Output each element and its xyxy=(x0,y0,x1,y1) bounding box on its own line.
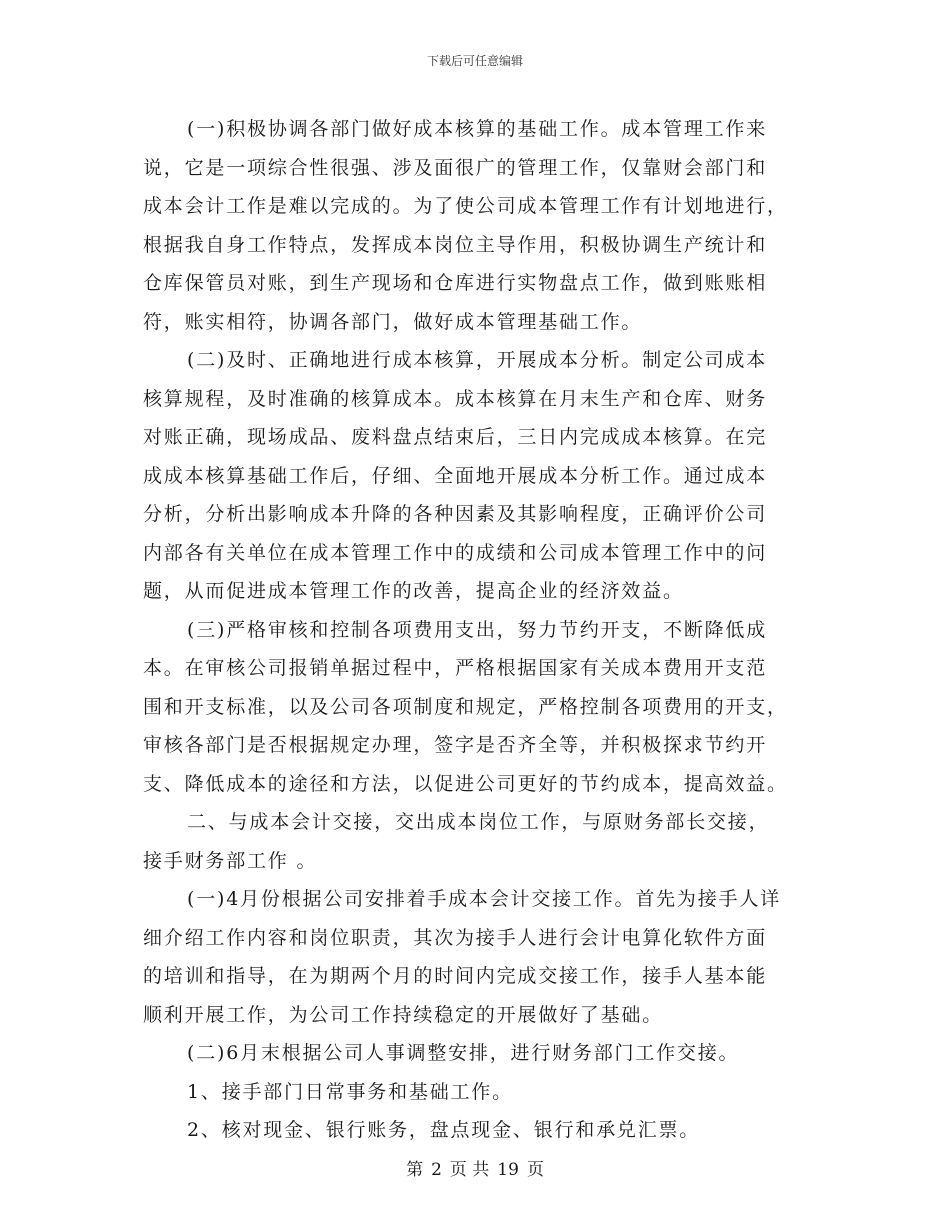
paragraph xyxy=(143,880,813,1034)
text-line: 支、降低成本的途径和方法，以促进公司更好的节约成本，提高效益。 xyxy=(143,772,788,795)
text-line: 对账正确，现场成品、废料盘点结束后，三日内完成成本核算。在完 xyxy=(143,426,768,448)
text-line: 2、核对现金、银行账务，盘点现金、银行和承兑汇票。 xyxy=(187,1119,701,1141)
text-line: 说，它是一项综合性很强、涉及面很广的管理工作，仅靠财会部门和 xyxy=(143,156,768,179)
text-line: (一)4月份根据公司安排着手成本会计交接工作。首先为接手人详 xyxy=(187,888,781,910)
paragraph xyxy=(143,1034,813,1073)
paragraph xyxy=(143,611,813,804)
page-header: 下载后可任意编辑 xyxy=(426,54,523,68)
text-line: 内部各有关单位在成本管理工作中的成绩和公司成本管理工作中的问 xyxy=(143,541,768,564)
document-body xyxy=(143,110,813,1150)
text-line: 题，从而促进成本管理工作的改善，提高企业的经济效益。 xyxy=(143,580,684,602)
list-item xyxy=(143,1111,813,1150)
text-line: 核算规程，及时准确的核算成本。成本核算在月末生产和仓库、财务 xyxy=(143,387,768,410)
list-item xyxy=(143,1073,813,1112)
text-line: 1、接手部门日常事务和基础工作。 xyxy=(187,1080,513,1103)
text-line: 围和开支标准，以及公司各项制度和规定，严格控制各项费用的开支， xyxy=(143,695,788,718)
text-line: (三)严格审核和控制各项费用支出，努力节约开支，不断降低成 xyxy=(187,618,768,641)
footer-suffix: 页 xyxy=(526,1160,544,1180)
page-footer xyxy=(0,1155,950,1180)
text-line: 成本会计工作是难以完成的。为了使公司成本管理工作有计划地进行， xyxy=(143,195,788,217)
text-line: 顺利开展工作，为公司工作持续稳定的开展做好了基础。 xyxy=(143,1003,664,1026)
text-line: (二)及时、正确地进行成本核算，开展成本分析。制定公司成本 xyxy=(187,349,768,371)
text-line: (二)6月末根据公司人事调整安排，进行财务部门工作交接。 xyxy=(187,1042,740,1064)
paragraph xyxy=(143,110,813,341)
paragraph xyxy=(143,341,813,611)
text-line: 审核各部门是否根据规定办理，签字是否齐全等，并积极探求节约开 xyxy=(143,734,768,756)
footer-middle: 页 共 xyxy=(449,1160,490,1180)
text-line: 仓库保管员对账，到生产现场和仓库进行实物盘点工作，做到账账相 xyxy=(143,272,768,294)
current-page-number: 2 xyxy=(431,1160,442,1180)
total-page-count: 19 xyxy=(497,1160,519,1180)
text-line: (一)积极协调各部门做好成本核算的基础工作。成本管理工作来 xyxy=(187,118,768,140)
section-heading xyxy=(143,803,813,880)
text-line: 分析，分析出影响成本升降的各种因素及其影响程度，正确评价公司 xyxy=(143,503,768,525)
text-line: 符，账实相符，协调各部门，做好成本管理基础工作。 xyxy=(143,310,643,333)
text-line: 细介绍工作内容和岗位职责，其次为接手人进行会计电算化软件方面 xyxy=(143,926,768,949)
text-line: 接手财务部工作 。 xyxy=(143,849,318,872)
text-line: 本。在审核公司报销单据过程中，严格根据国家有关成本费用开支范 xyxy=(143,657,768,679)
text-line: 根据我自身工作特点，发挥成本岗位主导作用，积极协调生产统计和 xyxy=(143,233,768,256)
text-line: 的培训和指导，在为期两个月的时间内完成交接工作，接手人基本能 xyxy=(143,965,768,987)
text-line: 二、与成本会计交接，交出成本岗位工作，与原财务部长交接， xyxy=(187,811,770,833)
footer-prefix: 第 xyxy=(406,1160,424,1180)
text-line: 成成本核算基础工作后，仔细、全面地开展成本分析工作。通过成本 xyxy=(143,464,768,487)
